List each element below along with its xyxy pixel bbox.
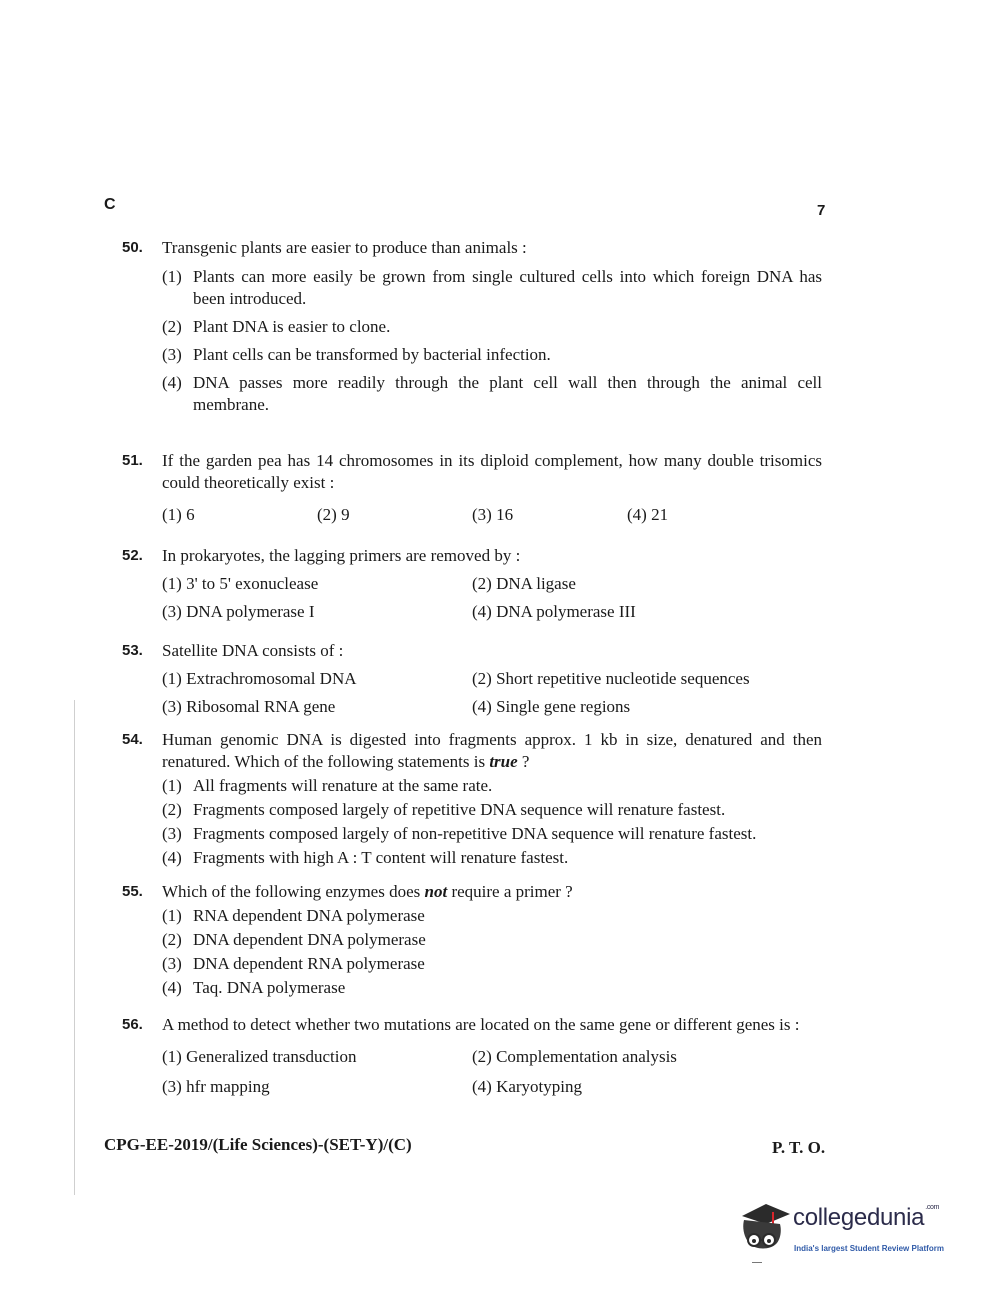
option: (4) Single gene regions xyxy=(472,697,631,716)
option: (3) 16 xyxy=(472,505,514,524)
option: (2) Short repetitive nucleotide sequences xyxy=(472,669,750,688)
option: (1) 6 xyxy=(162,505,195,524)
options-row xyxy=(162,504,822,526)
question-text: Transgenic plants are easier to produce than animals : xyxy=(162,238,527,257)
options-grid xyxy=(162,668,822,718)
collegedunia-watermark xyxy=(736,1198,961,1260)
question-number: 53. xyxy=(122,642,143,659)
question-51 xyxy=(122,450,822,526)
emphasis: not xyxy=(424,882,448,901)
option: (1) RNA dependent DNA polymerase xyxy=(162,906,425,925)
options-grid xyxy=(162,573,822,623)
question-text: If the garden pea has 14 chromosomes in its diploid complement, how many double trisomics could theoretically exist : xyxy=(162,451,822,492)
page-number: 7 xyxy=(817,202,826,219)
question-54 xyxy=(122,729,822,871)
question-50 xyxy=(122,237,822,422)
question-56 xyxy=(122,1014,822,1098)
option: (2) Plant DNA is easier to clone. xyxy=(162,317,391,336)
question-number: 52. xyxy=(122,547,143,564)
paper-code: CPG-EE-2019/(Life Sciences)-(SET-Y)/(C) xyxy=(104,1135,412,1154)
option: (3) Plant cells can be transformed by bacterial infection. xyxy=(162,345,551,364)
option: (2) DNA dependent DNA polymerase xyxy=(162,930,426,949)
scan-mark xyxy=(752,1262,762,1263)
options-list xyxy=(162,775,822,869)
option: (3) DNA polymerase I xyxy=(162,602,315,621)
please-turn-over: P. T. O. xyxy=(772,1138,826,1157)
student-mascot-icon xyxy=(736,1198,792,1258)
question-55 xyxy=(122,881,822,1001)
question-number: 50. xyxy=(122,239,143,256)
question-text: Which of the following enzymes does not require a primer ? xyxy=(162,882,573,901)
option: (4) DNA polymerase III xyxy=(472,602,636,621)
option: (3) hfr mapping xyxy=(162,1077,270,1096)
option: (1) All fragments will renature at the same rate. xyxy=(162,776,493,795)
option: (3) Fragments composed largely of non-repetitive DNA sequence will renature fastest. xyxy=(162,824,757,843)
scan-margin-line xyxy=(74,700,75,1195)
option: (2) DNA ligase xyxy=(472,574,576,593)
option: (3) DNA dependent RNA polymerase xyxy=(162,954,425,973)
question-53 xyxy=(122,640,822,718)
option: (4) Fragments with high A : T content will renature fastest. xyxy=(162,848,569,867)
question-number: 55. xyxy=(122,883,143,900)
option: (1) Extrachromosomal DNA xyxy=(162,669,357,688)
brand-tagline: India's largest Student Review Platform xyxy=(794,1244,944,1253)
option: (4) DNA passes more readily through the plant cell wall then through the animal cell membrane. xyxy=(162,373,822,414)
option: (4) 21 xyxy=(627,505,669,524)
question-number: 54. xyxy=(122,731,143,748)
question-text: Human genomic DNA is digested into fragments approx. 1 kb in size, denatured and then renatured. Which of the following statements is true ? xyxy=(162,730,822,771)
option: (4) Karyotyping xyxy=(472,1077,583,1096)
question-number: 51. xyxy=(122,452,143,469)
emphasis: true xyxy=(489,752,518,771)
series-code: C xyxy=(104,196,116,213)
question-text: Satellite DNA consists of : xyxy=(162,641,344,660)
question-52 xyxy=(122,545,822,623)
question-text: In prokaryotes, the lagging primers are removed by : xyxy=(162,546,521,565)
option: (4) Taq. DNA polymerase xyxy=(162,978,346,997)
options-list xyxy=(162,905,822,999)
option: (2) 9 xyxy=(317,505,350,524)
option: (3) Ribosomal RNA gene xyxy=(162,697,336,716)
options-list xyxy=(162,266,822,416)
option: (1) 3' to 5' exonuclease xyxy=(162,574,319,593)
question-number: 56. xyxy=(122,1016,143,1033)
brand-name: collegedunia$^{.com}$ xyxy=(793,1204,940,1231)
options-grid xyxy=(162,1046,822,1098)
option: (1) Plants can more easily be grown from single cultured cells into which foreign DNA has been introduced. xyxy=(162,267,822,308)
option: (1) Generalized transduction xyxy=(162,1047,357,1066)
option: (2) Fragments composed largely of repetitive DNA sequence will renature fastest. xyxy=(162,800,726,819)
question-text: A method to detect whether two mutations are located on the same gene or different genes is : xyxy=(162,1015,800,1034)
option: (2) Complementation analysis xyxy=(472,1047,677,1066)
